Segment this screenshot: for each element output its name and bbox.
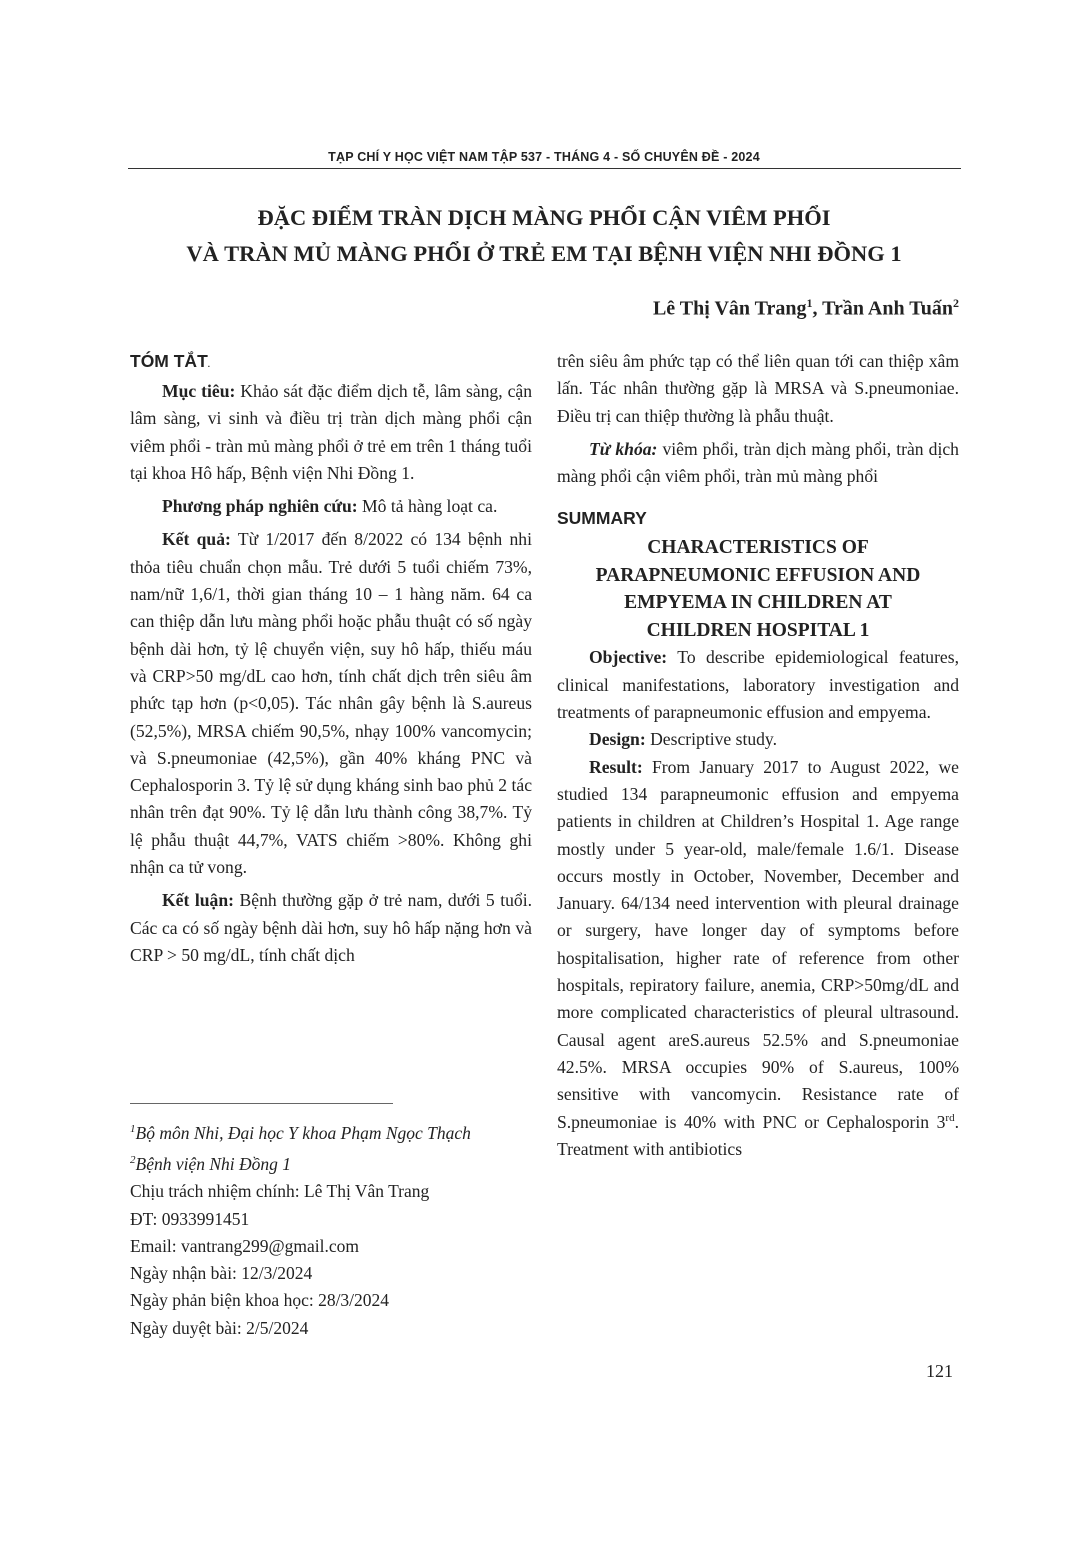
article-title <box>128 200 960 272</box>
summary-design-text: Descriptive study. <box>645 729 777 750</box>
title-line-2: VÀ TRÀN MỦ MÀNG PHỔI Ở TRẺ EM TẠI BỆNH VIỆN NHI ĐỒNG 1 <box>186 241 902 266</box>
summary-title-line-1: CHARACTERISTICS OF <box>647 537 869 559</box>
abstract-heading-mark: . <box>207 360 210 369</box>
summary-title <box>557 534 959 644</box>
footnotes <box>130 1103 540 1342</box>
author-1-name: Lê Thị Vân Trang <box>652 297 807 320</box>
page-number: 121 <box>926 1361 953 1381</box>
date-accepted: Ngày duyệt bài: 2/5/2024 <box>130 1317 309 1338</box>
affiliation-1-mark: 1 <box>130 1123 136 1135</box>
keywords <box>557 436 959 491</box>
affiliation-1 <box>130 1116 540 1147</box>
abstract-heading-text: TÓM TẮT <box>130 351 208 371</box>
corresponding-author: Chịu trách nhiệm chính: Lê Thị Vân Trang <box>130 1181 430 1202</box>
summary-objective <box>557 644 959 726</box>
summary-objective-label: Objective: <box>589 647 668 668</box>
date-received: Ngày nhận bài: 12/3/2024 <box>130 1263 313 1284</box>
results-label: Kết quả: <box>162 529 231 550</box>
summary-title-line-3: EMPYEMA IN CHILDREN AT <box>624 592 892 614</box>
affiliation-1-text: Bộ môn Nhi, Đại học Y khoa Phạm Ngọc Thạch <box>135 1122 471 1143</box>
results-text: Từ 1/2017 đến 8/2022 có 134 bệnh nhi thỏa tiêu chuẩn chọn mẫu. Trẻ dưới 5 tuổi chiếm 73%, nam/nữ 1,6/1, thời gian tháng 10 – 1 hàng năm. 64 ca can thiệp dẫn lưu màng phổi hoặc phẫu thuật có số ngày bệnh dài hơn, tỷ lệ chuyển viện, suy hô hấp, thiếu máu và CRP>50 mg/dL cao hơn, tính chất dịch trên siêu âm phức tạp hơn (p<0,05). Tác nhân gây bệnh là S.aureus (52,5%), MRSA chiếm 90,5%, nhạy 100% vancomycin; và S.pneumoniae (42,5%), gần 40% kháng PNC và Cephalosporin 3. Tỷ lệ sử dụng kháng sinh bao phủ 2 tác nhân trên đạt 90%. Tỷ lệ dẫn lưu thành công 38,7%. Tỷ lệ phẫu thuật 44,7%, VATS chiếm >80%. Không ghi nhận ca tử vong. <box>130 529 532 878</box>
affiliation-2-text: Bệnh viện Nhi Đồng 1 <box>135 1153 292 1174</box>
right-column <box>557 348 959 1163</box>
summary-result-text: From January 2017 to August 2022, we studied 134 parapneumonic effusion and empyema patients in children at Children’s Hospital 1. Age range mostly under 5 year-old, male/female 1.6/1. Disease occurs mostly in October, November, December and January. 64/134 need intervention with pleural drainage or surgery, have longer day of symptoms before hospitalisation, higher rate of reference from other hospitals, repiratory failure, anemia, CRP>50mg/dL and more complicated characteristics of pleural ultrasound. Causal agent areS.aureus 52.5% and S.pneumoniae 42.5%. MRSA occupies 90% of S.aureus, 100% sensitive with vancomycin. Resistance rate of S.pneumoniae is 40% with PNC or Cephalosporin 3 <box>557 756 959 1132</box>
abstract-conclusion-continued: trên siêu âm phức tạp có thể liên quan tới can thiệp xâm lấn. Tác nhân thường gặp là MRSA và S.pneumoniae. Điều trị can thiệp thường là phẫu thuật. <box>557 351 959 426</box>
conclusion-text: Bệnh thường gặp ở trẻ nam, dưới 5 tuổi. Các ca có số ngày bệnh dài hơn, suy hô hấp nặng hơn và CRP > 50 mg/dL, tính chất dịch <box>130 890 532 965</box>
abstract-conclusion <box>130 887 532 969</box>
objective-text: Khảo sát đặc điểm dịch tễ, lâm sàng, cận lâm sàng, vi sinh và điều trị tràn dịch màng phổi cận viêm phổi - tràn mủ màng phổi ở trẻ em trên 1 tháng tuổi tại khoa Hô hấp, Bệnh viện Nhi Đồng 1. <box>130 381 532 483</box>
affiliation-2 <box>130 1147 540 1178</box>
authors <box>653 296 959 321</box>
summary-result-label: Result: <box>589 756 643 777</box>
phone: ĐT: 0933991451 <box>130 1208 250 1229</box>
abstract-objective <box>130 378 532 487</box>
objective-label: Mục tiêu: <box>162 381 236 401</box>
abstract-heading <box>130 348 532 378</box>
title-line-1: ĐẶC ĐIỂM TRÀN DỊCH MÀNG PHỔI CẬN VIÊM PHỔI <box>257 205 831 230</box>
method-text: Mô tả hàng loạt ca. <box>357 496 498 517</box>
date-reviewed: Ngày phản biện khoa học: 28/3/2024 <box>130 1290 390 1311</box>
author-1-affiliation: 1 <box>806 296 813 310</box>
summary-title-line-4: CHILDREN HOSPITAL 1 <box>646 619 870 641</box>
left-column <box>130 348 532 969</box>
method-label: Phương pháp nghiên cứu: <box>162 496 358 517</box>
author-2-name: Trần Anh Tuấn <box>822 297 953 320</box>
summary-result-tail: . Treatment with antibiotics <box>557 1111 959 1159</box>
author-2-affiliation: 2 <box>953 296 959 310</box>
author-separator: , <box>812 297 823 320</box>
summary-design <box>557 726 959 753</box>
footnote-rule <box>130 1103 393 1104</box>
abstract-method <box>130 493 532 520</box>
summary-result-superscript: rd <box>945 1111 955 1124</box>
abstract-results <box>130 526 532 881</box>
summary-objective-text: To describe epidemiological features, clinical manifestations, laboratory investigation and treatments of parapneumonic effusion and empyema. <box>557 647 959 723</box>
keywords-label: Từ khóa: <box>589 438 658 459</box>
email: Email: vantrang299@gmail.com <box>130 1235 359 1256</box>
summary-result <box>557 754 959 1163</box>
summary-heading: SUMMARY <box>557 508 647 529</box>
running-header: TẠP CHÍ Y HỌC VIỆT NAM TẬP 537 - THÁNG 4 - SỐ CHUYÊN ĐỀ - 2024 <box>328 150 760 164</box>
keywords-text: viêm phổi, tràn dịch màng phổi, tràn dịch màng phổi cận viêm phổi, tràn mủ màng phổi <box>557 438 959 487</box>
summary-title-line-2: PARAPNEUMONIC EFFUSION AND <box>595 564 921 586</box>
summary-design-label: Design: <box>589 729 646 750</box>
header-rule <box>128 168 961 169</box>
affiliation-2-mark: 2 <box>130 1154 136 1167</box>
conclusion-label: Kết luận: <box>162 890 234 911</box>
